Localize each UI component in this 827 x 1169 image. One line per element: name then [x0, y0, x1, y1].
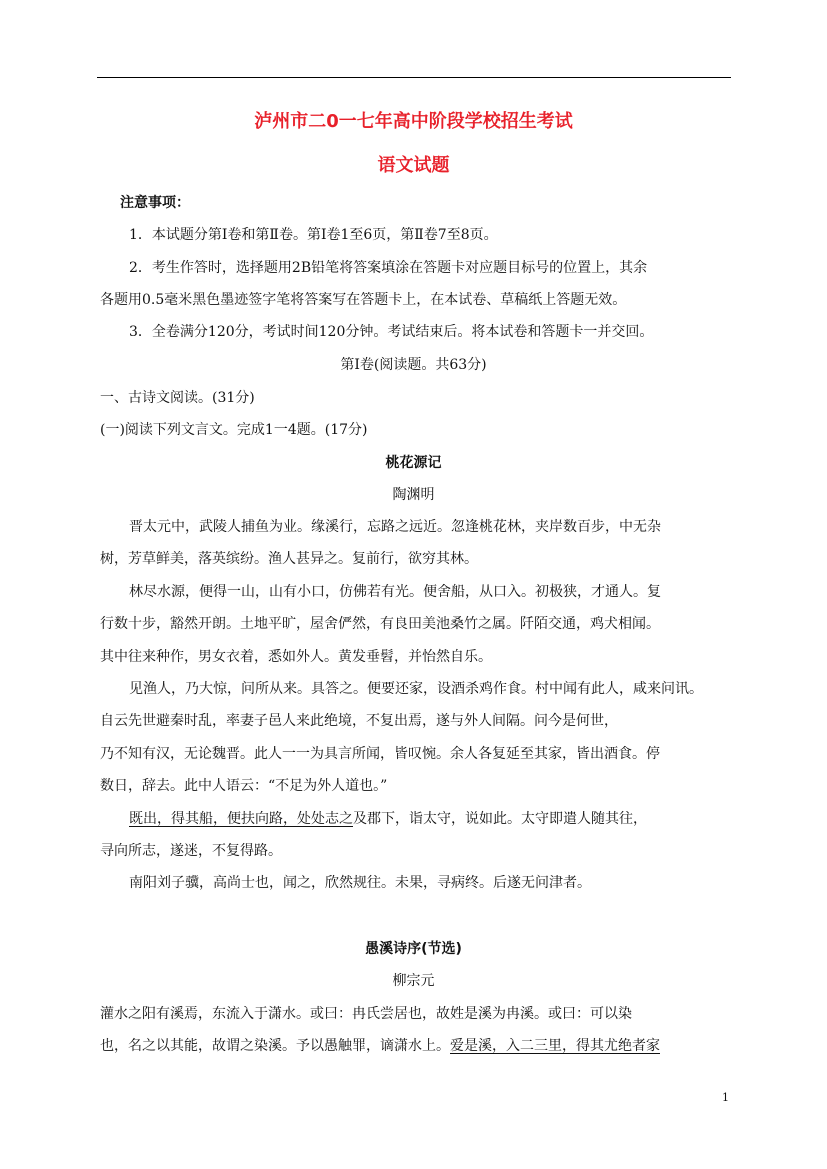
- text1-line-10-rest: 及郡下，诣太守，说如此。太守即遣人随其往，: [353, 811, 647, 827]
- text1-line-9: 数日，辞去。此中人语云：“不足为外人道也。”: [100, 778, 388, 794]
- text1-title: 桃花源记: [385, 455, 442, 471]
- notice-item-3: 3．全卷满分120分，考试时间120分钟。考试结束后。将本试卷和答题卡一并交回。: [129, 324, 654, 340]
- section1-heading: 一、古诗文阅读。(31分): [100, 390, 255, 406]
- page-number: 1: [722, 1091, 729, 1104]
- part1-heading: 第Ⅰ卷(阅读题。共63分): [340, 357, 487, 373]
- text1-line-10: [129, 810, 647, 828]
- subsection1-heading: (一)阅读下列文言文。完成1一4题。(17分): [100, 422, 368, 438]
- text2-line-2-plain: 也，名之以其能，故谓之染溪。予以愚触罪，谪潇水上。: [100, 1038, 450, 1054]
- text1-line-4: 行数十步，豁然开朗。土地平旷，屋舍俨然，有良田美池桑竹之属。阡陌交通，鸡犬相闻。: [100, 616, 660, 632]
- text2-author: 柳宗元: [392, 973, 435, 989]
- text1-line-11: 寻向所志，遂迷，不复得路。: [100, 843, 282, 859]
- notice-item-2-line-1: 2．考生作答时，选择题用2B铅笔将答案填涂在答题卡对应题目标号的位置上，其余: [129, 260, 648, 276]
- notice-heading: 注意事项：: [120, 195, 190, 211]
- text1-line-1: 晋太元中，武陵人捕鱼为业。缘溪行，忘路之远近。忽逢桃花林，夹岸数百步，中无杂: [129, 519, 661, 535]
- notice-item-1: 1．本试题分第Ⅰ卷和第Ⅱ卷。第Ⅰ卷1至6页，第Ⅱ卷7至8页。: [129, 227, 498, 243]
- text1-line-2: 树，芳草鲜美，落英缤纷。渔人甚异之。复前行，欲穷其林。: [100, 551, 478, 567]
- underlined-sentence-2: 爱是溪，入二三里，得其尤绝者家: [450, 1038, 660, 1054]
- text1-line-7: 自云先世避秦时乱，率妻子邑人来此绝境，不复出焉，遂与外人间隔。问今是何世，: [100, 713, 618, 729]
- exam-title: 泸州市二0一七年高中阶段学校招生考试: [254, 111, 573, 132]
- notice-item-2-line-2: 各题用0.5毫米黑色墨迹签字笔将答案写在答题卡上，在本试卷、草稿纸上答题无效。: [100, 292, 627, 308]
- text1-line-8: 乃不知有汉，无论魏晋。此人一一为具言所闻，皆叹惋。余人各复延至其家，皆出酒食。停: [100, 746, 660, 762]
- text1-line-6: 见渔人，乃大惊，问所从来。具答之。便要还家，设酒杀鸡作食。村中闻有此人，咸来问讯。: [129, 681, 703, 697]
- text1-line-5: 其中往来种作，男女衣着，悉如外人。黄发垂髫，并怡然自乐。: [100, 649, 492, 665]
- text1-line-3: 林尽水源，便得一山，山有小口，仿佛若有光。便舍船，从口入。初极狭，才通人。复: [129, 584, 661, 600]
- text2-line-1: 灌水之阳有溪焉，东流入于潇水。或曰：冉氏尝居也，故姓是溪为冉溪。或曰：可以染: [100, 1006, 632, 1022]
- text2-line-2: [100, 1037, 660, 1055]
- text1-line-12: 南阳刘子骥，高尚士也，闻之，欣然规往。未果，寻病终。后遂无问津者。: [129, 875, 591, 891]
- underlined-sentence-1: 既出，得其船，便扶向路，处处志之: [129, 811, 353, 827]
- header-rule: [97, 77, 731, 78]
- text2-title: 愚溪诗序(节选): [365, 941, 462, 957]
- exam-subtitle: 语文试题: [377, 155, 450, 176]
- text1-author: 陶渊明: [392, 487, 435, 503]
